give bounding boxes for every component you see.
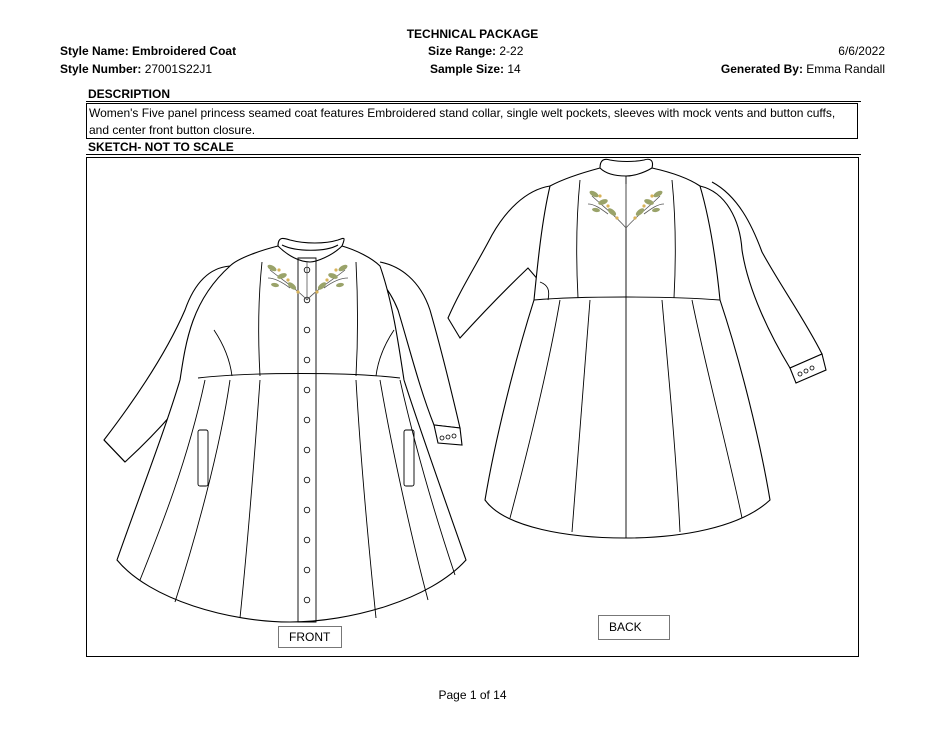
front-coat-sketch: [100, 228, 480, 628]
size-range-label: Size Range:: [428, 44, 497, 58]
date: 6/6/2022: [838, 44, 885, 58]
front-view-label: FRONT: [278, 626, 342, 648]
style-number-row: [60, 62, 212, 76]
description-heading: DESCRIPTION: [86, 87, 861, 102]
description-text-line2: and center front button closure.: [89, 123, 256, 137]
size-range-row: [428, 44, 523, 58]
size-range-value: 2-22: [499, 44, 524, 58]
style-number-label: Style Number:: [60, 62, 142, 76]
description-text-line1: Women's Five panel princess seamed coat features Embroidered stand collar, single welt pockets, sleeves with mock vents and button cuffs,: [89, 106, 836, 120]
style-number-value: 27001S22J1: [144, 62, 213, 76]
sketch-heading: SKETCH- NOT TO SCALE: [86, 140, 861, 155]
style-name-value: Embroidered Coat: [132, 44, 237, 58]
sample-size-row: [430, 62, 521, 76]
back-view-label: BACK: [598, 615, 670, 640]
generated-by-label: Generated By:: [720, 62, 803, 76]
generated-by-value: Emma Randall: [806, 62, 885, 76]
sample-size-label: Sample Size:: [430, 62, 505, 76]
back-coat-sketch: [440, 150, 840, 550]
page-title: TECHNICAL PACKAGE: [406, 27, 539, 41]
generated-by-row: [721, 62, 885, 76]
style-name-label: Style Name:: [60, 44, 129, 58]
description-box: [86, 103, 858, 139]
style-name-row: [60, 44, 236, 58]
page-number: Page 1 of 14: [438, 688, 507, 702]
sample-size-value: 14: [507, 62, 521, 76]
